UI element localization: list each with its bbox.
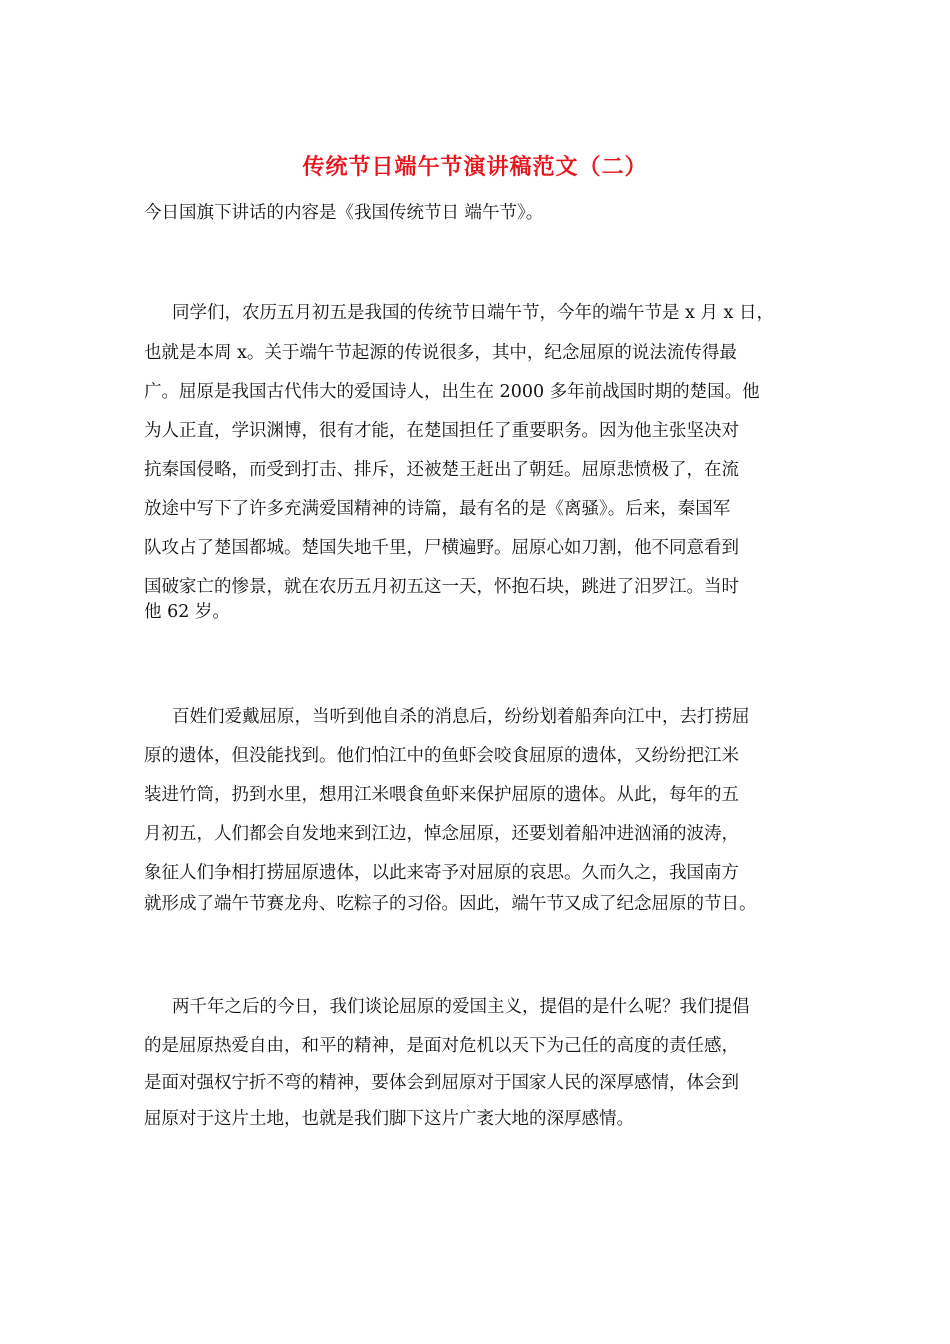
paragraph-line: 的是屈原热爱自由，和平的精神，是面对危机以天下为己任的高度的责任感，: [144, 1036, 739, 1056]
paragraph-line: 也就是本周 x。关于端午节起源的传说很多，其中，纪念屈原的说法流传得最: [144, 343, 737, 363]
document-title: 传统节日端午节演讲稿范文（二）: [302, 154, 648, 180]
paragraph-line: 象征人们争相打捞屈原遗体，以此来寄予对屈原的哀思。久而久之，我国南方: [144, 863, 739, 883]
paragraph-line: 队攻占了楚国都城。楚国失地千里，尸横遍野。屈原心如刀割，他不同意看到: [144, 538, 739, 558]
paragraph-line: 国破家亡的惨景，就在农历五月初五这一天，怀抱石块，跳进了汨罗江。当时: [144, 577, 739, 597]
paragraph-line: 同学们，农历五月初五是我国的传统节日端午节，今年的端午节是 x 月 x 日，: [172, 303, 774, 323]
paragraph-line: 为人正直，学识渊博，很有才能，在楚国担任了重要职务。因为他主张坚决对: [144, 421, 739, 441]
paragraph-line: 屈原对于这片土地，也就是我们脚下这片广袤大地的深厚感情。: [144, 1109, 634, 1129]
paragraph-line: 抗秦国侵略，而受到打击、排斥，还被楚王赶出了朝廷。屈原悲愤极了，在流: [144, 460, 739, 480]
paragraph-line: 他 62 岁。: [144, 602, 230, 622]
paragraph-line: 原的遗体，但没能找到。他们怕江中的鱼虾会咬食屈原的遗体，又纷纷把江米: [144, 746, 739, 766]
paragraph-line: 广。屈原是我国古代伟大的爱国诗人，出生在 2000 多年前战国时期的楚国。他: [144, 382, 760, 402]
paragraph-line: 就形成了端午节赛龙舟、吃粽子的习俗。因此，端午节又成了纪念屈原的节日。: [144, 894, 757, 914]
paragraph-line: 装进竹筒，扔到水里，想用江米喂食鱼虾来保护屈原的遗体。从此，每年的五: [144, 785, 739, 805]
paragraph-line: 放途中写下了许多充满爱国精神的诗篇，最有名的是《离骚》。后来，秦国军: [144, 499, 731, 519]
intro-line: 今日国旗下讲话的内容是《我国传统节日 端午节》。: [144, 203, 544, 223]
paragraph-line: 百姓们爱戴屈原，当听到他自杀的消息后，纷纷划着船奔向江中，去打捞屈: [172, 707, 750, 727]
paragraph-line: 月初五，人们都会自发地来到江边，悼念屈原，还要划着船冲进汹涌的波涛，: [144, 824, 739, 844]
paragraph-line: 是面对强权宁折不弯的精神，要体会到屈原对于国家人民的深厚感情，体会到: [144, 1073, 739, 1093]
paragraph-line: 两千年之后的今日，我们谈论屈原的爱国主义，提倡的是什么呢？我们提倡: [172, 997, 750, 1017]
